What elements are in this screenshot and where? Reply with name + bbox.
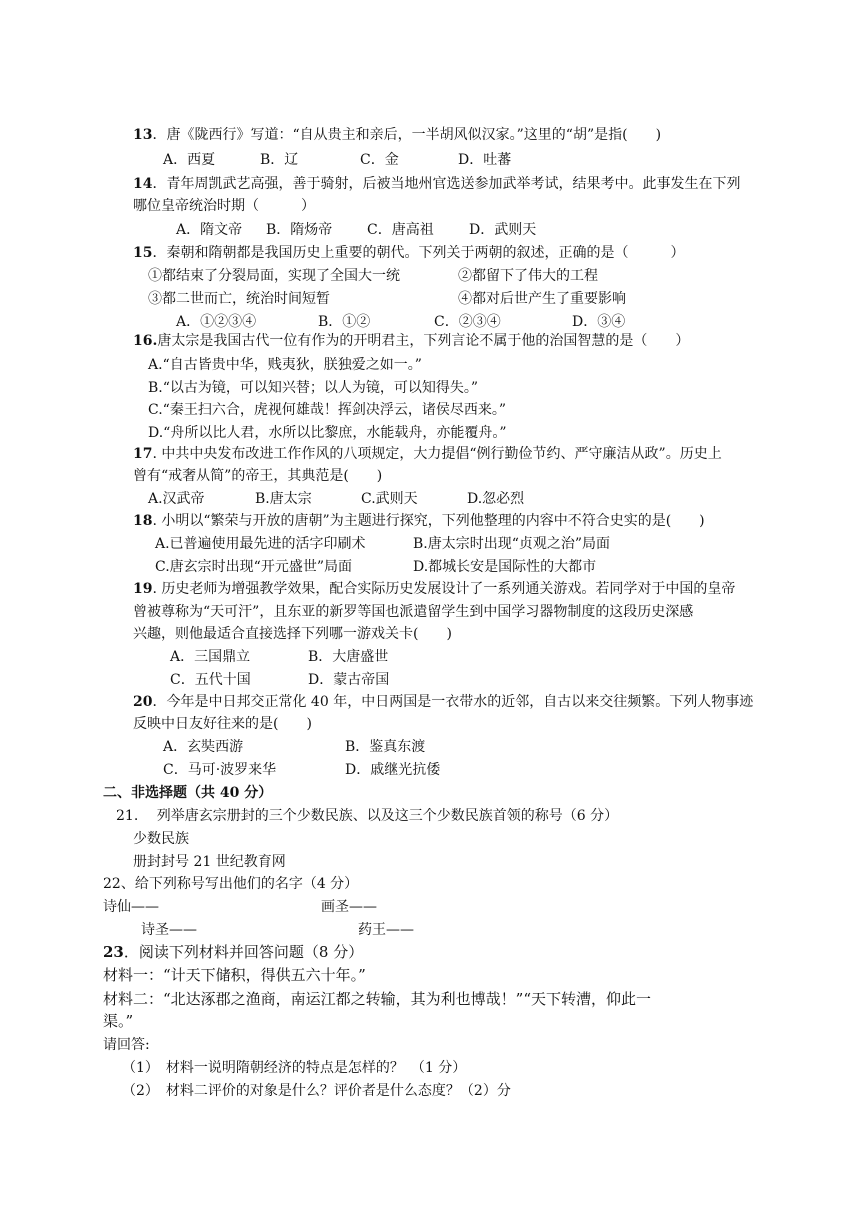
question-number: 15 bbox=[133, 245, 153, 261]
q21-row-titles: 册封封号 21 世纪教育网 bbox=[133, 854, 286, 870]
question-text-cont: 反映中日友好往来的是( ) bbox=[133, 716, 312, 732]
option-d: D．武则天 bbox=[469, 222, 537, 238]
option-a: A．三国鼎立 bbox=[170, 649, 251, 665]
option-a: A．①②③④ bbox=[176, 314, 257, 330]
question-19 bbox=[133, 579, 735, 599]
option-d: D．戚继光抗倭 bbox=[345, 762, 441, 778]
question-14 bbox=[133, 174, 740, 194]
question-17 bbox=[133, 444, 722, 464]
statement-2: ②都留下了伟大的工程 bbox=[458, 268, 598, 284]
question-13 bbox=[133, 125, 661, 145]
option-a: A.已普遍使用最先进的活字印刷术 bbox=[155, 536, 366, 552]
question-text: . 历史老师为增强教学效果，配合实际历史发展设计了一系列通关游戏。若同学对于中国的皇帝 bbox=[152, 581, 736, 597]
question-15 bbox=[133, 243, 684, 263]
sub-question-2: （2） 材料二评价的对象是什么？评价者是什么态度？（2）分 bbox=[122, 1083, 511, 1099]
question-23 bbox=[103, 942, 363, 962]
statement-4: ④都对后世产生了重要影响 bbox=[458, 291, 626, 307]
question-16 bbox=[133, 331, 689, 351]
q22-item-2: 画圣—— bbox=[321, 899, 377, 915]
option-b: B．辽 bbox=[260, 152, 299, 168]
option-c: C.“秦王扫六合，虎视何雄哉！挥剑决浮云，诸侯尽西来。” bbox=[148, 402, 506, 418]
material-2-cont: 渠。” bbox=[103, 1012, 134, 1030]
question-18 bbox=[133, 511, 705, 531]
question-number: 23 bbox=[103, 943, 124, 961]
question-number: 13 bbox=[133, 127, 153, 143]
statement-3: ③都二世而亡，统治时间短暂 bbox=[148, 291, 330, 307]
question-text: ．秦朝和隋朝都是我国历史上重要的朝代。下列关于两朝的叙述，正确的是（ ） bbox=[152, 245, 685, 261]
q22-item-3: 诗圣—— bbox=[141, 922, 197, 938]
option-c: C.武则天 bbox=[361, 491, 418, 507]
option-a: A．隋文帝 bbox=[176, 222, 243, 238]
question-text: ．青年周凯武艺高强，善于骑射，后被当地州官选送参加武举考试，结果考中。此事发生在下列 bbox=[152, 176, 741, 192]
option-c: C．马可·波罗来华 bbox=[163, 762, 277, 778]
section-heading: 二、非选择题（共 40 分） bbox=[103, 785, 273, 801]
question-number: 18 bbox=[133, 513, 153, 529]
q22-item-4: 药王—— bbox=[358, 922, 414, 938]
option-b: B．大唐盛世 bbox=[308, 649, 389, 665]
option-c: C．②③④ bbox=[434, 314, 501, 330]
question-text: 唐太宗是我国古代一位有作为的开明君主，下列言论不属于他的治国智慧的是（ ） bbox=[157, 333, 690, 349]
question-22: 22、给下列称号写出他们的名字（4 分） bbox=[103, 876, 359, 892]
question-21: 21. 列举唐玄宗册封的三个少数民族、以及这三个少数民族首领的称号（6 分） bbox=[116, 808, 619, 824]
option-b: B．鉴真东渡 bbox=[345, 739, 426, 755]
question-text: . 小明以“繁荣与开放的唐朝”为主题进行探究，下列他整理的内容中不符合史实的是( ) bbox=[152, 513, 705, 529]
q21-row-ethnic-groups: 少数民族 bbox=[133, 831, 189, 847]
option-a: A.“自古皆贵中华，贱夷狄，朕独爱之如一。” bbox=[148, 357, 422, 373]
q22-item-1: 诗仙—— bbox=[103, 899, 159, 915]
question-text-cont: 曾被尊称为“天可汗”，且东亚的新罗等国也派遣留学生到中国学习器物制度的这段历史深感 bbox=[133, 604, 694, 620]
option-a: A．西夏 bbox=[163, 152, 216, 168]
statement-1: ①都结束了分裂局面，实现了全国大一统 bbox=[148, 268, 400, 284]
option-b: B.“以古为镜，可以知兴替；以人为镜，可以知得失。” bbox=[148, 380, 479, 396]
question-text: ．唐《陇西行》写道：“自从贵主和亲后，一半胡风似汉家。”这里的“胡”是指( ) bbox=[152, 127, 662, 143]
option-c: C．五代十国 bbox=[170, 672, 251, 688]
answer-prompt: 请回答: bbox=[103, 1037, 150, 1053]
question-text-cont: 哪位皇帝统治时期（ ） bbox=[133, 198, 315, 214]
option-c: C．金 bbox=[360, 152, 399, 168]
option-b: B．①② bbox=[318, 314, 371, 330]
option-c: C．唐高祖 bbox=[367, 222, 434, 238]
option-b: B.唐太宗时出现“贞观之治”局面 bbox=[413, 536, 611, 552]
question-20 bbox=[133, 692, 753, 712]
sub-question-1: （1） 材料一说明隋朝经济的特点是怎样的？ （1 分） bbox=[122, 1060, 467, 1076]
question-text: . 中共中央发布改进工作作风的八项规定，大力提倡“例行勤俭节约、严守廉洁从政”。历史上 bbox=[152, 446, 722, 462]
question-text-cont: 曾有“戒奢从简”的帝王，其典范是( ) bbox=[133, 468, 383, 484]
question-number: 19 bbox=[133, 581, 153, 597]
question-number: 16. bbox=[133, 333, 158, 349]
option-d: D．③④ bbox=[572, 314, 626, 330]
option-d: D.都城长安是国际性的大都市 bbox=[413, 559, 597, 575]
option-c: C.唐玄宗时出现“开元盛世”局面 bbox=[155, 559, 352, 575]
question-number: 14 bbox=[133, 176, 153, 192]
material-1: 材料一：“计天下储积，得供五六十年。” bbox=[103, 966, 366, 984]
question-text-cont: 兴趣，则他最适合直接选择下列哪一游戏关卡( ) bbox=[133, 626, 452, 642]
option-d: D.忽必烈 bbox=[467, 491, 525, 507]
option-a: A．玄奘西游 bbox=[163, 739, 244, 755]
option-d: D．蒙古帝国 bbox=[308, 672, 390, 688]
option-b: B．隋炀帝 bbox=[266, 222, 333, 238]
question-number: 17 bbox=[133, 446, 153, 462]
option-d: D．吐蕃 bbox=[458, 152, 512, 168]
question-number: 20 bbox=[133, 694, 153, 710]
option-d: D.“舟所以比人君，水所以比黎庶，水能载舟，亦能覆舟。” bbox=[148, 425, 507, 441]
material-2: 材料二：“北达涿郡之渔商，南运江都之转输，其为利也博哉！”“天下转漕，仰此一 bbox=[103, 990, 652, 1008]
option-b: B.唐太宗 bbox=[255, 491, 312, 507]
option-a: A.汉武帝 bbox=[148, 491, 205, 507]
question-text: ．今年是中日邦交正常化 40 年，中日两国是一衣带水的近邻，自古以来交往频繁。下列人物事迹 bbox=[152, 694, 754, 710]
question-text: ．阅读下列材料并回答问题（8 分） bbox=[123, 943, 364, 961]
